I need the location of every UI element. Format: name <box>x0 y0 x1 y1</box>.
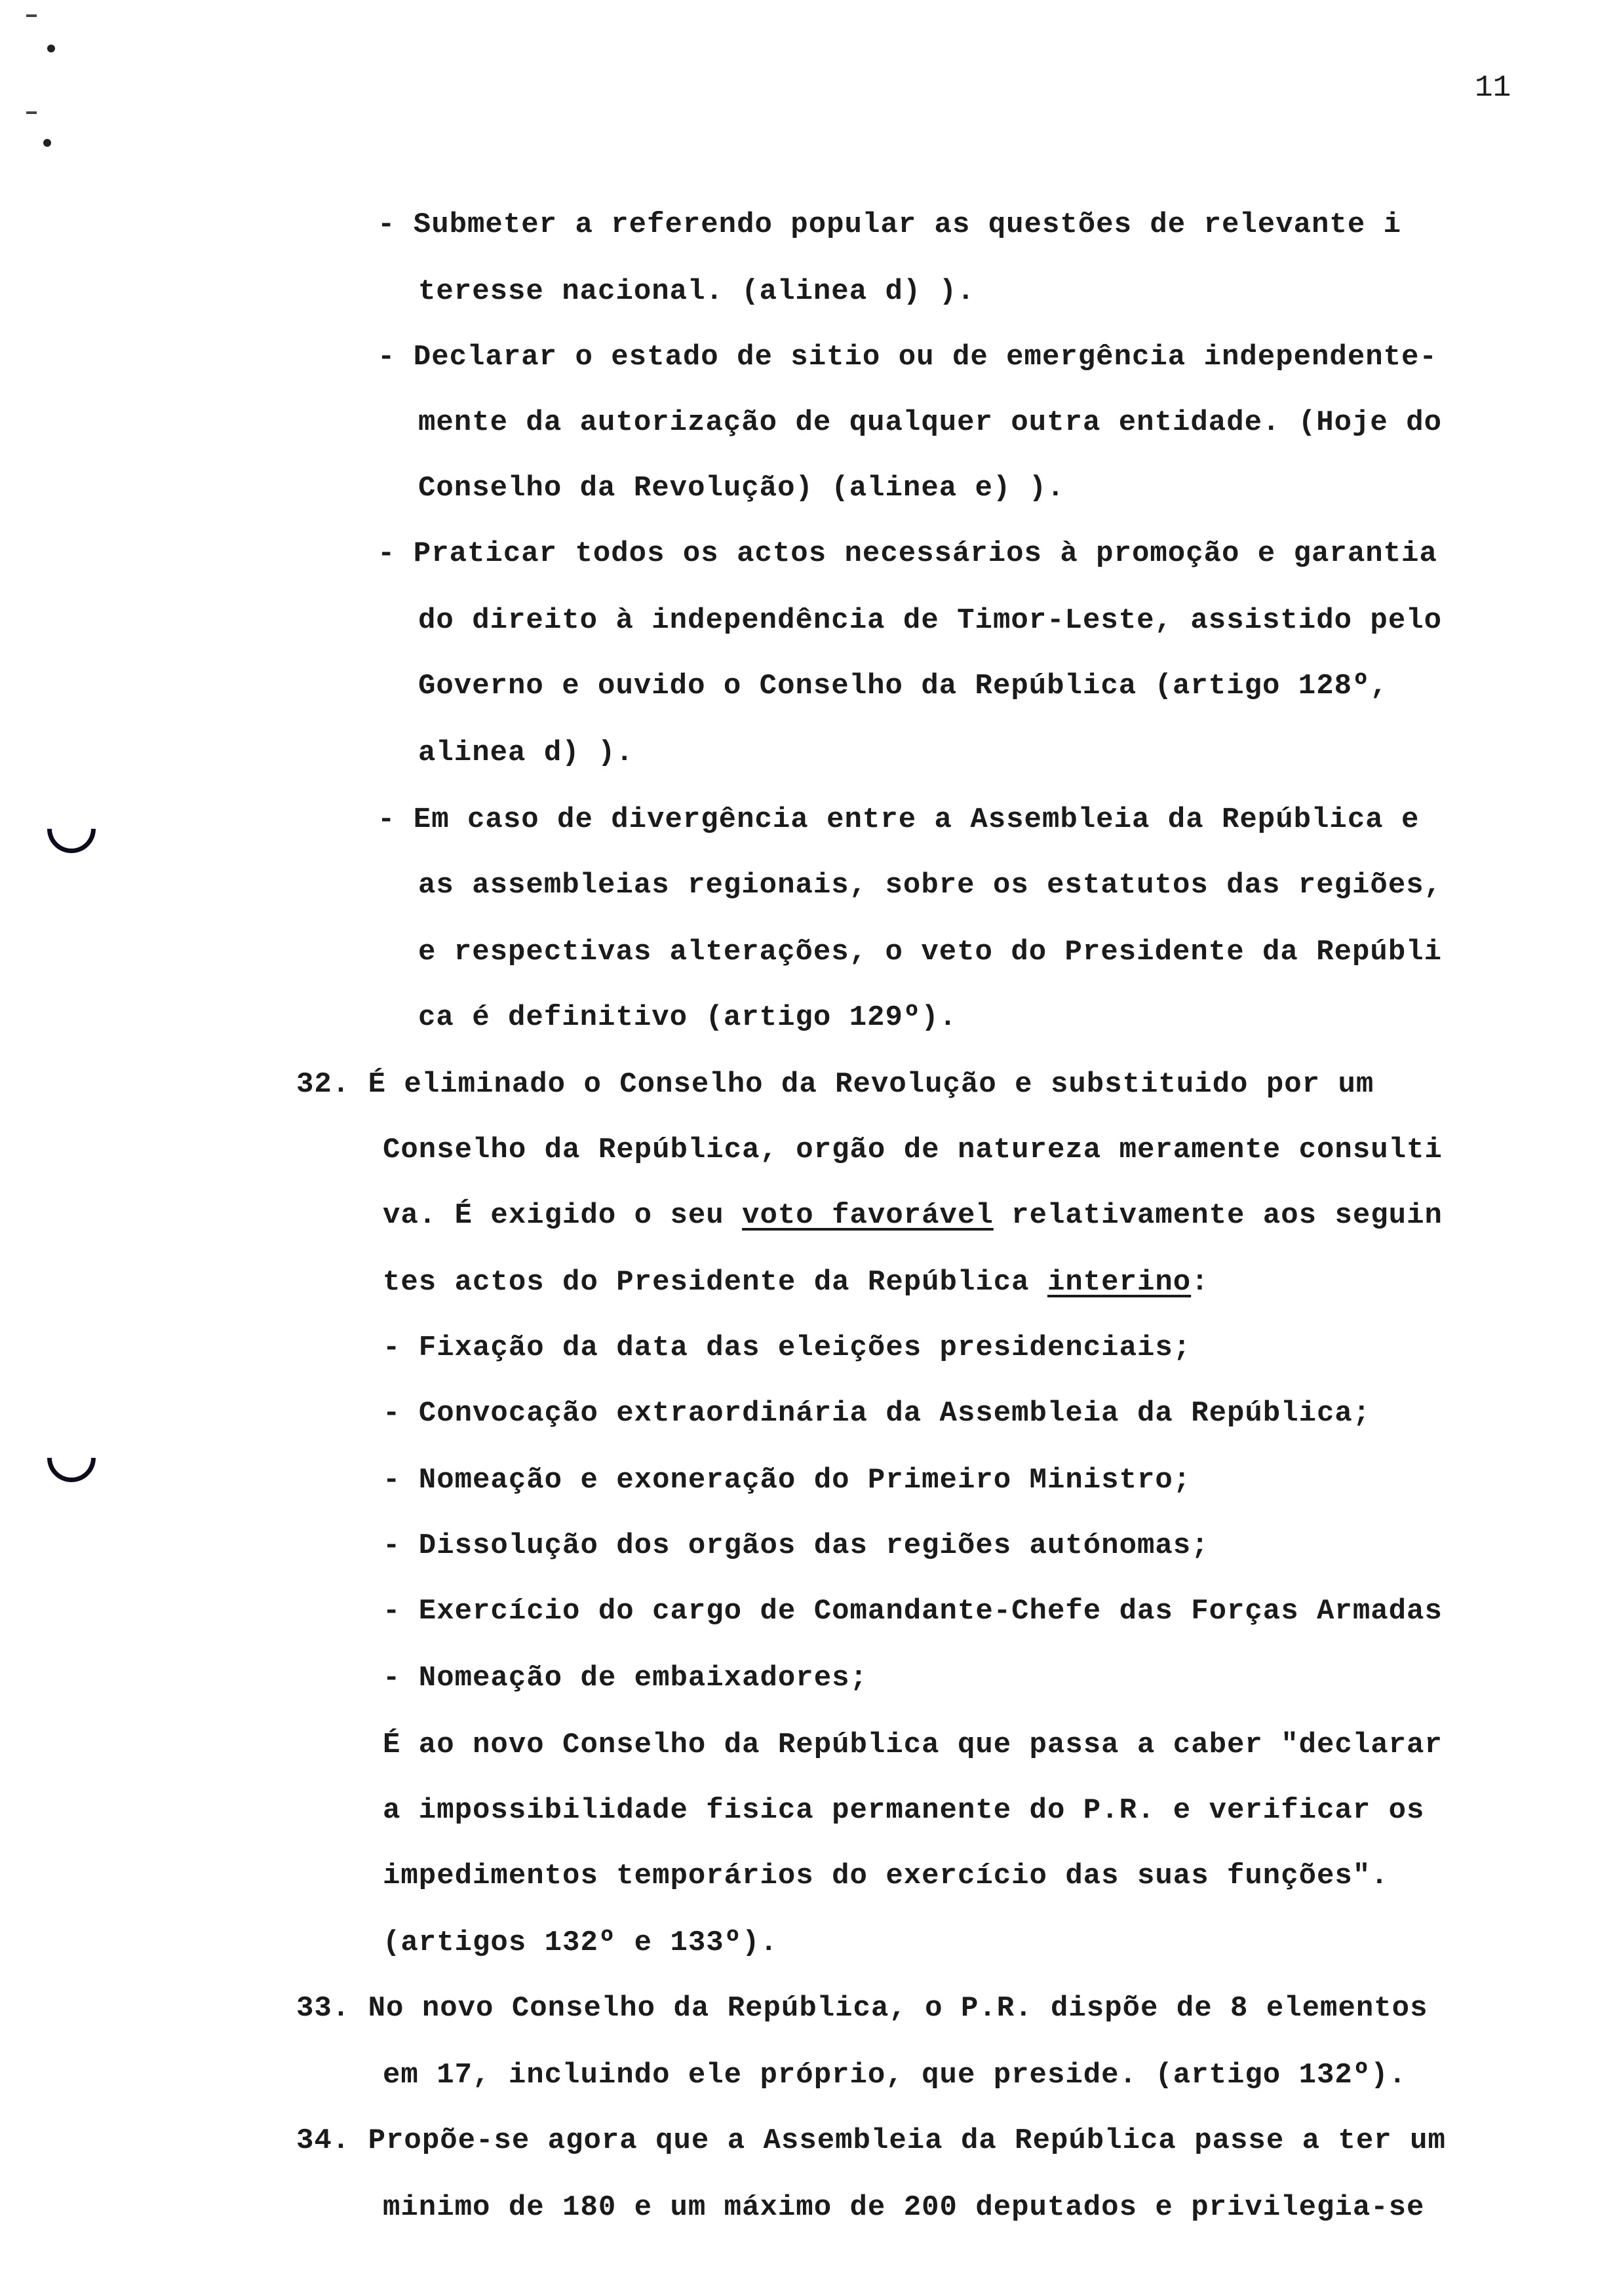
underlined-phrase: interino <box>1047 1266 1192 1299</box>
margin-mark <box>43 139 51 147</box>
list-item: - Dissolução dos orgãos das regiões autónomas; <box>383 1529 1209 1562</box>
text-line: - Praticar todos os actos necessários à promoção e garantia <box>378 537 1437 570</box>
text-line: Conselho da Revolução) (alinea e) ). <box>418 472 1065 505</box>
section-33-line: 33. No novo Conselho da República, o P.R. dispõe de 8 elementos <box>296 1992 1428 2025</box>
text-segment: tes actos do Presidente da República <box>383 1266 1047 1299</box>
underlined-phrase: voto favorável <box>742 1199 994 1232</box>
text-line: Governo e ouvido o Conselho da República (artigo 128º, <box>418 670 1388 702</box>
text-segment: relativamente aos seguin <box>993 1199 1443 1232</box>
list-item: - Convocação extraordinária da Assembleia da República; <box>383 1397 1371 1430</box>
list-item: - Exercício do cargo de Comandante-Chefe das Forças Armadas <box>383 1595 1443 1628</box>
text-line: - Em caso de divergência entre a Assembleia da República e <box>378 803 1420 836</box>
text-line: em 17, incluindo ele próprio, que preside. (artigo 132º). <box>383 2059 1407 2092</box>
list-item: - Nomeação de embaixadores; <box>383 1662 868 1694</box>
section-34-line: 34. Propõe-se agora que a Assembleia da República passe a ter um <box>296 2124 1446 2157</box>
text-line: e respectivas alterações, o veto do Presidente da Repúbli <box>418 936 1443 968</box>
margin-mark <box>47 45 55 52</box>
text-line: (artigos 132º e 133º). <box>383 1926 778 1959</box>
margin-mark <box>26 14 37 17</box>
text-line: mente da autorização de qualquer outra entidade. (Hoje do <box>418 406 1443 439</box>
list-item: - Nomeação e exoneração do Primeiro Ministro; <box>383 1464 1192 1497</box>
text-line: do direito à independência de Timor-Leste, assistido pelo <box>418 604 1443 637</box>
text-line <box>383 1266 1209 1299</box>
page-number: 11 <box>1475 71 1511 105</box>
text-line: ca é definitivo (artigo 129º). <box>418 1001 958 1034</box>
text-line: - Declarar o estado de sitio ou de emergência independente- <box>378 341 1437 373</box>
text-line: minimo de 180 e um máximo de 200 deputados e privilegia-se <box>383 2191 1425 2224</box>
text-line: É ao novo Conselho da República que passa a caber "declarar <box>383 1729 1443 1761</box>
text-line <box>383 1199 1443 1232</box>
punch-hole <box>37 795 106 864</box>
section-32-line: 32. É eliminado o Conselho da Revolução e substituido por um <box>296 1068 1374 1101</box>
text-line: a impossibilidade fisica permanente do P.R. e verificar os <box>383 1794 1425 1827</box>
text-line: impedimentos temporários do exercício das suas funções". <box>383 1860 1389 1892</box>
text-line: as assembleias regionais, sobre os estatutos das regiões, <box>418 869 1443 902</box>
punch-hole <box>37 1424 106 1493</box>
list-item: - Fixação da data das eleições presidenciais; <box>383 1331 1192 1364</box>
text-line: - Submeter a referendo popular as questões de relevante i <box>378 208 1402 241</box>
text-segment: va. É exigido o seu <box>383 1199 743 1232</box>
text-line: alinea d) ). <box>418 737 634 769</box>
text-line: teresse nacional. (alinea d) ). <box>418 275 975 308</box>
text-segment: : <box>1191 1266 1209 1299</box>
margin-mark <box>26 111 37 114</box>
text-line: Conselho da República, orgão de natureza meramente consulti <box>383 1134 1443 1166</box>
